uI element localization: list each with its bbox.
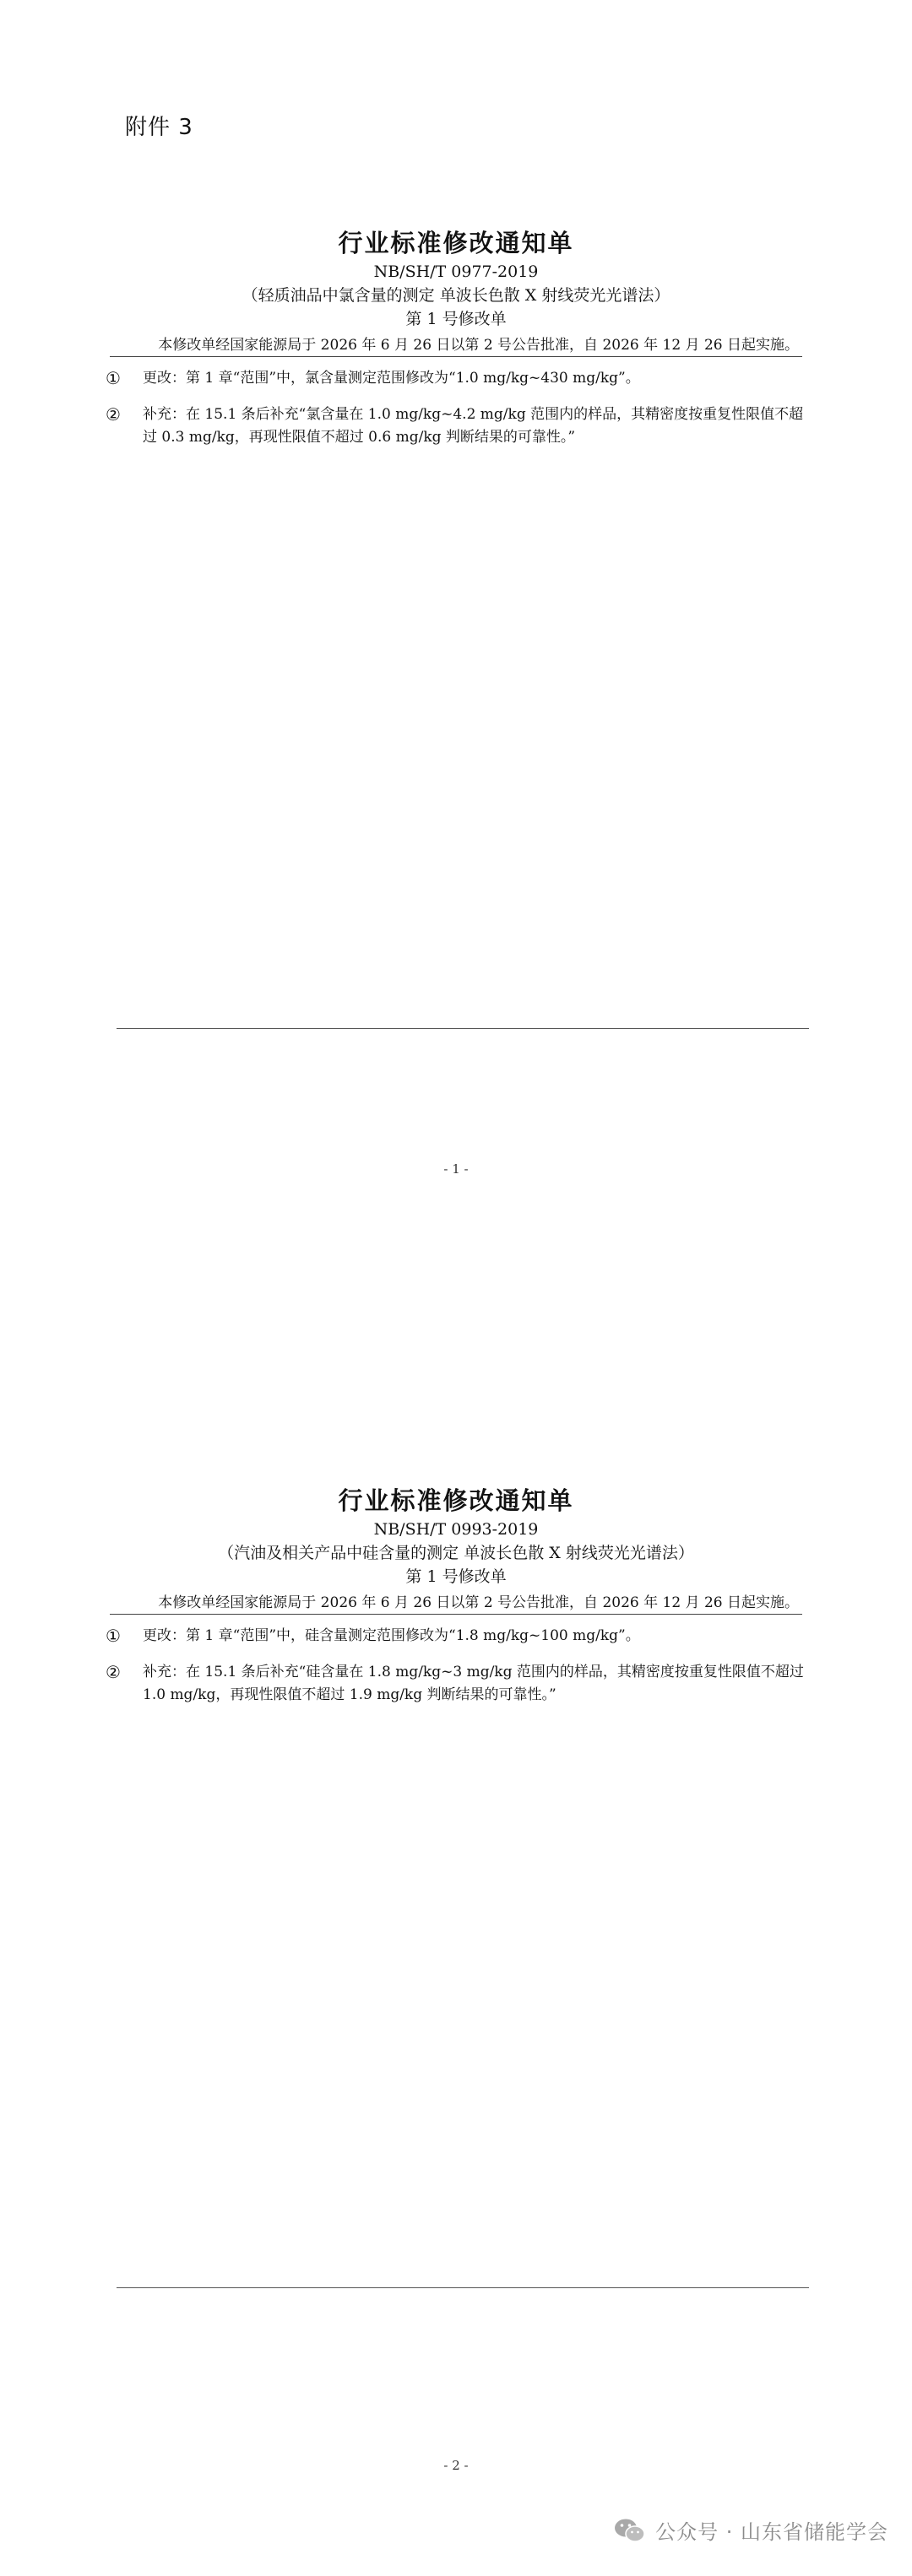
amendment-item — [106, 367, 806, 390]
page-number: - 2 - — [443, 2458, 469, 2473]
item-number: ② — [106, 404, 121, 425]
item-number: ① — [106, 1626, 121, 1646]
item-text: 更改：第 1 章“范围”中，硅含量测定范围修改为“1.8 mg/kg~100 mg/kg”。 — [143, 1627, 640, 1644]
approval-line — [110, 1588, 802, 1615]
wechat-icon — [613, 2516, 647, 2545]
page-bottom-rule — [117, 2287, 809, 2288]
page-number: - 1 - — [443, 1161, 469, 1177]
amendment-items — [106, 1625, 806, 1707]
notice-title: 行业标准修改通知单 — [338, 229, 574, 257]
item-text: 补充：在 15.1 条后补充“硅含量在 1.8 mg/kg~3 mg/kg 范围内的样品，其精密度按重复性限值不超过 1.0 mg/kg，再现性限值不超过 1.9 mg/kg 判断结果的可靠性。” — [143, 1664, 804, 1703]
page-bottom-rule — [117, 1028, 809, 1029]
item-number: ② — [106, 1662, 121, 1682]
watermark-text: 公众号 · 山东省储能学会 — [655, 2520, 888, 2544]
approval-statement: 本修改单经国家能源局于 2026 年 6 月 26 日以第 2 号公告批准，自 2026 年 12 月 26 日起实施。 — [158, 337, 799, 354]
standard-code: NB/SH/T 0993-2019 — [373, 1520, 539, 1539]
standard-name: （轻质油品中氯含量的测定 单波长色散 X 射线荧光光谱法） — [242, 286, 670, 305]
amendment-item — [106, 1625, 806, 1648]
amendment-notice — [0, 1484, 912, 1720]
standard-name: （汽油及相关产品中硅含量的测定 单波长色散 X 射线荧光光谱法） — [218, 1544, 694, 1562]
approval-line — [110, 331, 802, 357]
revision-number: 第 1 号修改单 — [405, 1567, 507, 1586]
item-number: ① — [106, 368, 121, 388]
standard-code: NB/SH/T 0977-2019 — [373, 262, 539, 281]
amendment-items — [106, 367, 806, 449]
amendment-item — [106, 403, 806, 449]
watermark — [613, 2515, 888, 2545]
amendment-notice — [0, 226, 912, 463]
item-text: 补充：在 15.1 条后补充“氯含量在 1.0 mg/kg~4.2 mg/kg 范围内的样品，其精密度按重复性限值不超过 0.3 mg/kg，再现性限值不超过 0.6 mg/kg 判断结果的可靠性。” — [143, 406, 804, 446]
attachment-label: 附件 3 — [125, 115, 193, 140]
item-text: 更改：第 1 章“范围”中，氯含量测定范围修改为“1.0 mg/kg~430 mg/kg”。 — [143, 370, 640, 387]
amendment-item — [106, 1661, 806, 1707]
approval-statement: 本修改单经国家能源局于 2026 年 6 月 26 日以第 2 号公告批准，自 2026 年 12 月 26 日起实施。 — [158, 1594, 799, 1611]
notice-title: 行业标准修改通知单 — [338, 1486, 574, 1515]
revision-number: 第 1 号修改单 — [405, 310, 507, 328]
